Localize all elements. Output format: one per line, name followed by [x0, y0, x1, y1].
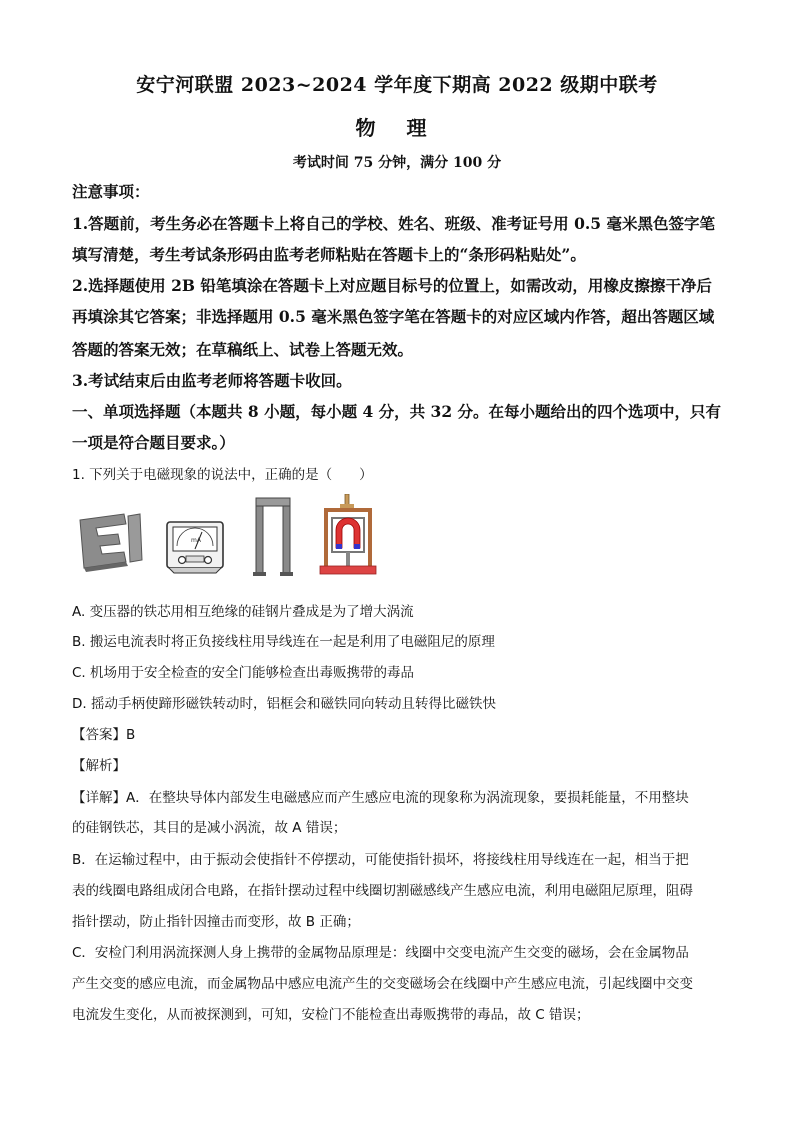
analysis-line: C．安检门利用涡流探测人身上携带的金属物品原理是：线圈中交变电流产生交变的磁场，会在金属物品 [72, 945, 689, 961]
notice-heading: 注意事项： [72, 182, 150, 201]
analysis-line: 产生交变的感应电流，而金属物品中感应电流产生的交变磁场会在线圈中产生感应电流，引起线圈中交变 [72, 976, 693, 992]
option-a: A. 变压器的铁芯用相互绝缘的硅钢片叠成是为了增大涡流 [72, 604, 414, 620]
question-stem: 1. 下列关于电磁现象的说法中，正确的是（ ） [72, 467, 373, 483]
notice-line: 3.考试结束后由监考老师将答题卡收回。 [72, 371, 352, 390]
analysis-line: 表的线圈电路组成闭合电路，在指针摆动过程中线圈切割磁感线产生感应电流，利用电磁阻尼原理，阻碍 [72, 883, 693, 899]
notice-line: 再填涂其它答案；非选择题用 0.5 毫米黑色签字笔在答题卡的对应区域内作答，超出答题区域 [72, 307, 715, 326]
notice-line: 答题的答案无效；在草稿纸上、试卷上答题无效。 [72, 340, 414, 359]
notice-line: 1.答题前，考生务必在答题卡上将自己的学校、姓名、班级、准考证号用 0.5 毫米黑色签字笔 [72, 214, 715, 233]
rotating-magnet-icon [318, 494, 378, 578]
analysis-line: 【详解】A．在整块导体内部发生电磁感应而产生感应电流的现象称为涡流现象，要损耗能量，不用整块 [72, 790, 689, 806]
analysis-line: 指针摆动，防止指针因撞击而变形，故 B 正确； [72, 914, 360, 930]
exam-title: 安宁河联盟 2023~2024 学年度下期高 2022 级期中联考 [136, 74, 658, 96]
analysis-line: 的硅钢铁芯，其目的是减小涡流，故 A 错误； [72, 820, 347, 836]
option-c: C. 机场用于安全检查的安全门能够检查出毒贩携带的毒品 [72, 665, 415, 681]
exam-info: 考试时间 75 分钟，满分 100 分 [292, 155, 502, 171]
option-b: B. 搬运电流表时将正负接线柱用导线连在一起是利用了电磁阻尼的原理 [72, 634, 495, 650]
analysis-line: 电流发生变化，从而被探测到，可知，安检门不能检查出毒贩携带的毒品，故 C 错误； [72, 1007, 590, 1023]
security-gate-icon [250, 496, 296, 578]
meter-label: mA [191, 537, 201, 544]
analysis-line: B．在运输过程中，由于振动会使指针不停摆动，可能使指针损坏，将接线柱用导线连在一起，相当于把 [72, 852, 689, 868]
question-figures [72, 490, 392, 580]
notice-line: 填写清楚，考生考试条形码由监考老师粘贴在答题卡上的“条形码粘贴处”。 [72, 245, 586, 264]
notice-line: 2.选择题使用 2B 铅笔填涂在答题卡上对应题目标号的位置上，如需改动，用橡皮擦擦干净后 [72, 276, 712, 295]
section-heading-cont: 一项是符合题目要求。） [72, 433, 235, 452]
ammeter-icon [164, 518, 226, 574]
subject-title: 物 理 [355, 116, 439, 140]
answer-label: 【答案】B [72, 727, 136, 743]
option-d: D. 摇动手柄使蹄形磁铁转动时，铝框会和磁铁同向转动且转得比磁铁快 [72, 696, 496, 712]
transformer-core-icon [74, 512, 146, 574]
analysis-heading: 【解析】 [72, 758, 126, 774]
section-heading: 一、单项选择题（本题共 8 小题，每小题 4 分，共 32 分。在每小题给出的四个选项中，只有 [72, 402, 722, 421]
